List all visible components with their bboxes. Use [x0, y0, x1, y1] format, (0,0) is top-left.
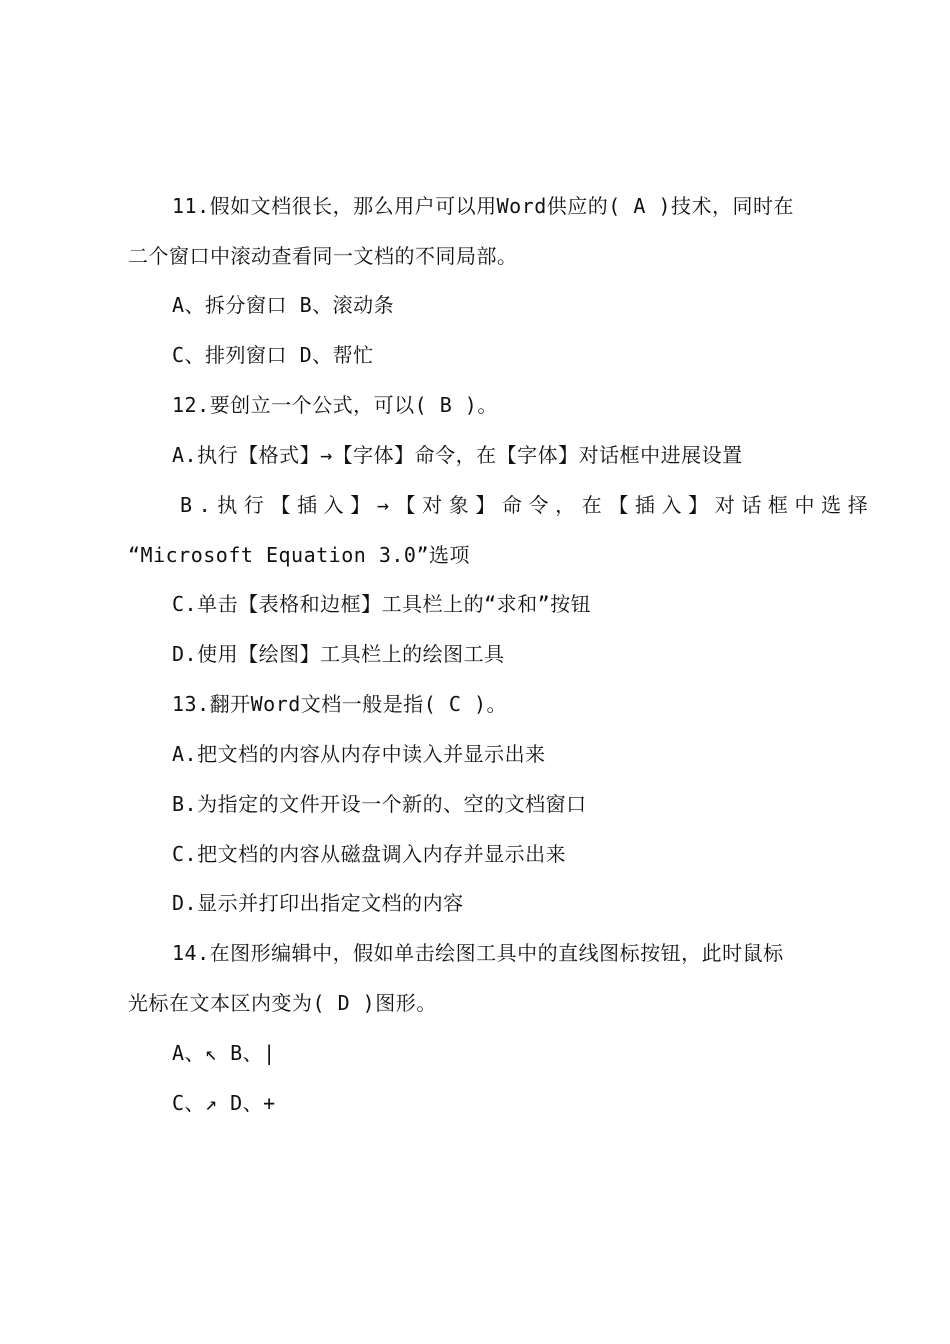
- question-13-option-a: A.把文档的内容从内存中读入并显示出来: [172, 742, 546, 766]
- question-11-line-2: 二个窗口中滚动查看同一文档的不同局部。: [128, 244, 518, 268]
- question-11-line-1: 11.假如文档很长，那么用户可以用Word供应的( A )技术，同时在: [172, 194, 794, 218]
- question-12-option-c: C.单击【表格和边框】工具栏上的“求和”按钮: [172, 592, 592, 616]
- question-14-line-2: 光标在文本区内变为( D )图形。: [128, 991, 437, 1015]
- question-12-stem: 12.要创立一个公式，可以( B )。: [172, 393, 498, 417]
- question-12-option-d: D.使用【绘图】工具栏上的绘图工具: [172, 642, 505, 666]
- question-13-stem: 13.翻开Word文档一般是指( C )。: [172, 692, 507, 716]
- question-13-option-b: B.为指定的文件开设一个新的、空的文档窗口: [172, 792, 587, 816]
- question-11-options-cd: C、排列窗口 D、帮忙: [172, 343, 374, 367]
- question-13-option-c: C.把文档的内容从磁盘调入内存并显示出来: [172, 842, 567, 866]
- question-11-options-ab: A、拆分窗口 B、滚动条: [172, 293, 395, 317]
- question-14-options-cd: C、↗ D、+: [172, 1091, 276, 1115]
- question-12-option-b-line-2: “Microsoft Equation 3.0”选项: [128, 543, 470, 567]
- question-14-options-ab: A、↖ B、|: [172, 1041, 276, 1065]
- question-13-option-d: D.显示并打印出指定文档的内容: [172, 891, 464, 915]
- question-12-option-b-line-1: B.执行【插入】→【对象】命令，在【插入】对话框中选择: [180, 493, 875, 517]
- question-14-line-1: 14.在图形编辑中，假如单击绘图工具中的直线图标按钮，此时鼠标: [172, 941, 784, 965]
- question-12-option-a: A.执行【格式】→【字体】命令，在【字体】对话框中进展设置: [172, 443, 743, 467]
